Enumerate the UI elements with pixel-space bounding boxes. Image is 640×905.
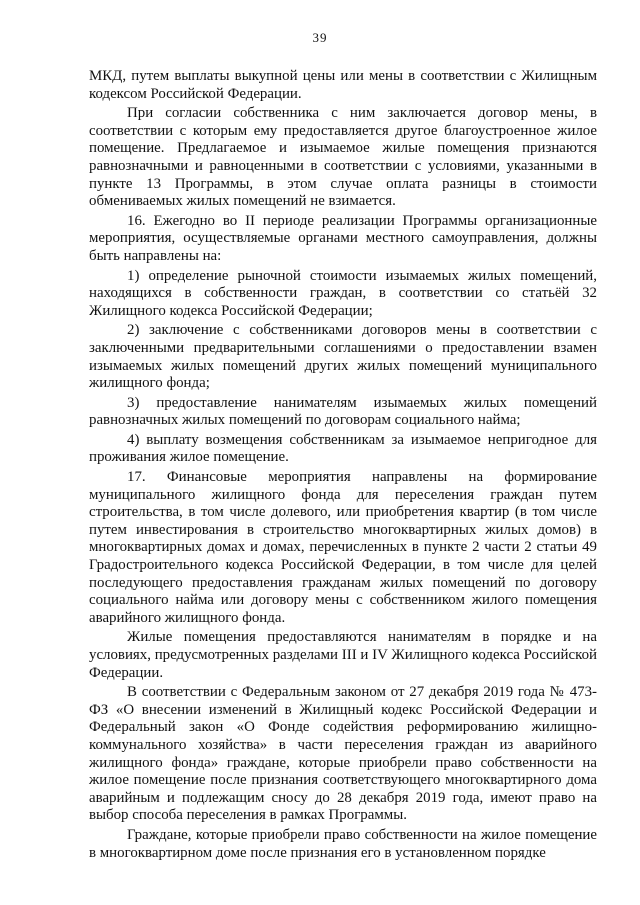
paragraph: 3) предоставление нанимателям изымаемых жилых помещений равнозначных жилых помещений по договорам социального найма; xyxy=(89,394,597,429)
paragraph: 4) выплату возмещения собственникам за изымаемое непригодное для проживания жилое помещение. xyxy=(89,431,597,466)
paragraph: МКД, путем выплаты выкупной цены или мены в соответствии с Жилищным кодексом Российской Федерации. xyxy=(89,68,597,102)
paragraph: В соответствии с Федеральным законом от 27 декабря 2019 года № 473-ФЗ «О внесении изменений в Жилищный кодекс Российской Федерации и Федеральный закон «О Фонде содействия реформированию жилищно-коммунального хозяйства» в части переселения граждан из аварийного жилищного фонда» граждане, которые приобрели право собственности на жилое помещение после признания соответствующего многоквартирного дома аварийным и подлежащим сносу до 28 декабря 2019 года, имеют право на выбор способа переселения в рамках Программы. xyxy=(89,684,597,824)
paragraph: При согласии собственника с ним заключается договор мены, в соответствии с которым ему предоставляется другое благоустроенное жилое помещение. Предлагаемое и изымаемое жилые помещения признаются равнозначными и равноценными в соответствии с условиями, указанными в пункте 13 Программы, в этом случае оплата разницы в стоимости обмениваемых жилых помещений не взимается. xyxy=(89,105,597,210)
paragraph: 1) определение рыночной стоимости изымаемых жилых помещений, находящихся в собственности граждан, в соответствии со статьёй 32 Жилищного кодекса Российской Федерации; xyxy=(89,267,597,319)
paragraph: 17. Финансовые мероприятия направлены на формирование муниципального жилищного фонда для переселения граждан путем строительства, в том числе долевого, или приобретения квартир (в том числе путем инвестирования в строительство многоквартирных жилых домов) в многоквартирных домах и домах, перечисленных в пункте 2 части 2 статьи 49 Градостроительного кодекса Российской Федерации, в том числе для целей последующего предоставления гражданам жилых помещений по договору социального найма или договору мены с собственником жилого помещения аварийного жилищного фонда. xyxy=(89,469,597,626)
document-body xyxy=(89,68,597,864)
paragraph: 16. Ежегодно во II периоде реализации Программы организационные мероприятия, осуществляемые органами местного самоуправления, должны быть направлены на: xyxy=(89,212,597,264)
page-number: 39 xyxy=(312,30,328,45)
paragraph: Граждане, которые приобрели право собственности на жилое помещение в многоквартирном доме после признания его в установленном порядке xyxy=(89,826,597,861)
paragraph: 2) заключение с собственниками договоров мены в соответствии с заключенными предварительными соглашениями о предоставлении взамен изымаемых жилых помещений других жилых помещений муниципального жилищного фонда; xyxy=(89,322,597,392)
paragraph: Жилые помещения предоставляются нанимателям в порядке и на условиях, предусмотренных разделами III и IV Жилищного кодекса Российской Федерации. xyxy=(89,629,597,681)
